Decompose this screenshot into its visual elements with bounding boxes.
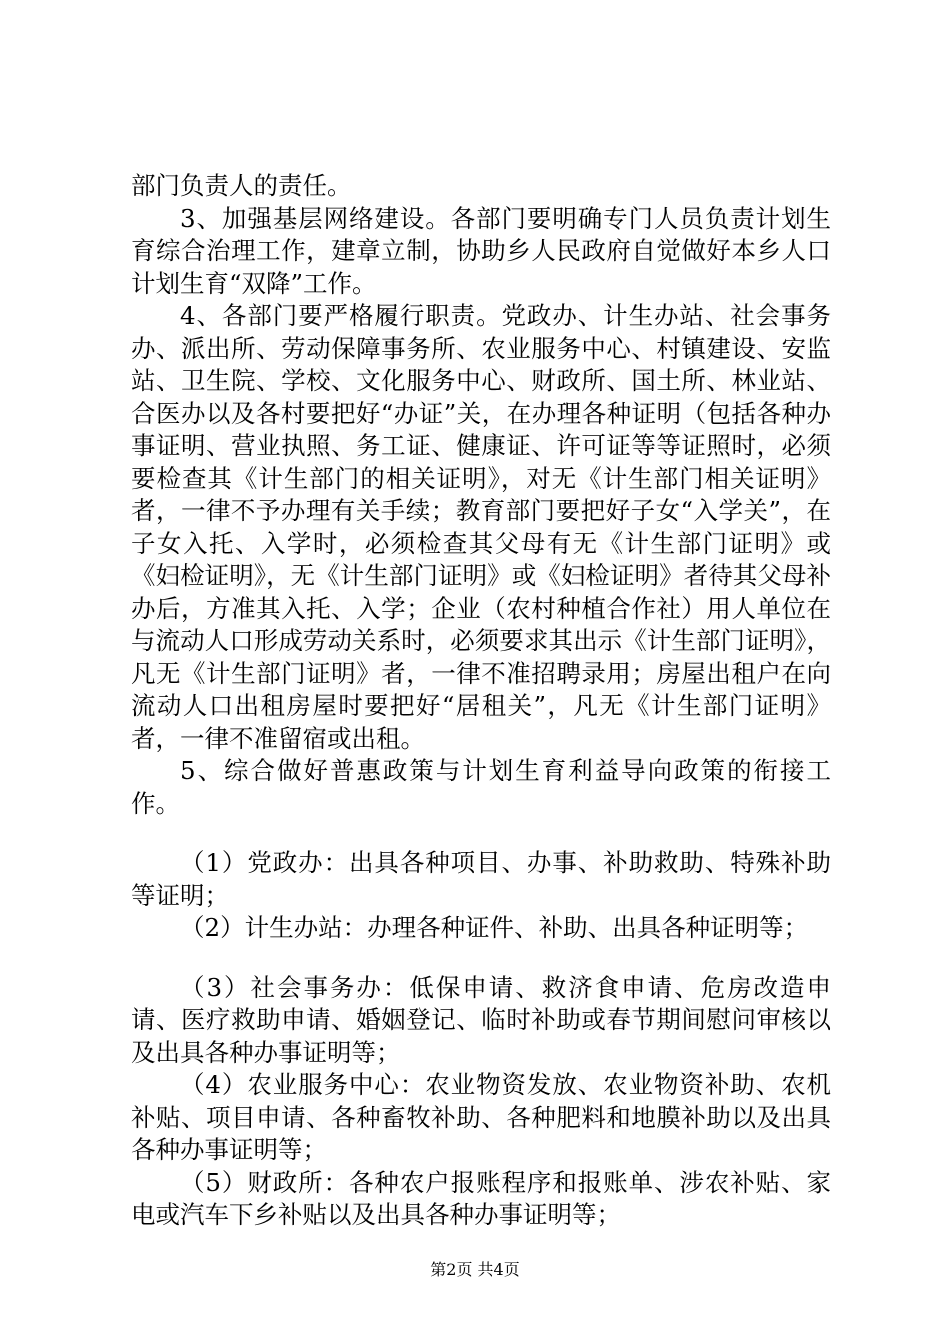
- paragraph-item-4: 4、各部门要严格履行职责。党政办、计生办站、社会事务办、派出所、劳动保障事务所、农业服务中心、村镇建设、安监站、卫生院、学校、文化服务中心、财政所、国土所、林业站、合医办以及各村要把好“办证”关，在办理各种证明（包括各种办事证明、营业执照、务工证、健康证、许可证等等证照时，必须要检查其《计生部门的相关证明》，对无《计生部门相关证明》者，一律不予办理有关手续；教育部门要把好子女“入学关”，在子女入托、入学时，必须检查其父母有无《计生部门证明》或《妇检证明》，无《计生部门证明》或《妇检证明》者待其父母补办后，方准其入托、入学；企业（农村种植合作社）用人单位在与流动人口形成劳动关系时，必须要求其出示《计生部门证明》，凡无《计生部门证明》者，一律不准招聘录用；房屋出租户在向流动人口出租房屋时要把好“居租关”，凡无《计生部门证明》者，一律不准留宿或出租。: [131, 301, 831, 753]
- paragraph-item-5: 5、综合做好普惠政策与计划生育利益导向政策的衔接工作。: [131, 756, 831, 818]
- sub-item-1: （1）党政办：出具各种项目、办事、补助救助、特殊补助等证明；: [131, 848, 831, 910]
- document-body: [131, 170, 831, 1232]
- sub-item-5: （5）财政所：各种农户报账程序和报账单、涉农补贴、家电或汽车下乡补贴以及出具各种办事证明等；: [131, 1167, 831, 1229]
- page-number-label: 第2页 共4页: [430, 1260, 520, 1279]
- paragraph-item-3: 3、加强基层网络建设。各部门要明确专门人员负责计划生育综合治理工作，建章立制，协助乡人民政府自觉做好本乡人口计划生育“双降”工作。: [131, 203, 831, 298]
- page-footer: [0, 1260, 950, 1280]
- sub-item-2: （2）计生办站：办理各种证件、补助、出具各种证明等；: [180, 913, 809, 942]
- sub-item-3: （3）社会事务办：低保申请、救济食申请、危房改造申请、医疗救助申请、婚姻登记、临时补助或春节期间慰问审核以及出具各种办事证明等；: [131, 972, 831, 1067]
- sub-item-4: （4）农业服务中心：农业物资发放、农业物资补助、农机补贴、项目申请、各种畜牧补助、各种肥料和地膜补助以及出具各种办事证明等；: [131, 1070, 831, 1164]
- paragraph-continuation: 部门负责人的责任。: [131, 171, 352, 200]
